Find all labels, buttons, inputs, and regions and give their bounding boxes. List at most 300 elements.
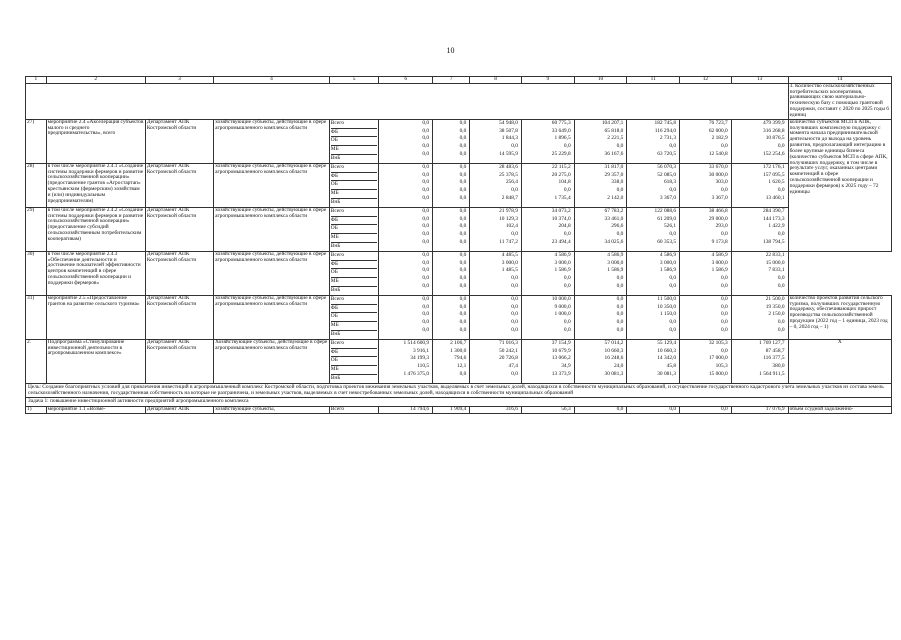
- funding-source-value: ВнБ: [330, 154, 341, 161]
- funding-source-value: ОБ: [331, 225, 378, 234]
- amount-c10-value: 0,0: [616, 311, 624, 318]
- amount-c13-value: 0,0: [777, 319, 785, 326]
- amount-c12-value: 0,0: [720, 282, 728, 289]
- measure-name: в том числе мероприятие 2.4.3 «Обеспечение деятельности и достижение показателей эффективности центров компетенций в сфере сельскохозяйственной кооперации и поддержки фермеров»: [46, 251, 145, 295]
- amount-c6-value: 0,0: [422, 251, 430, 258]
- amount-c7-value: 0,0: [459, 282, 467, 289]
- amount-c13-value: 157 095,5: [763, 171, 785, 178]
- amount-c6-value: 0,0: [422, 135, 430, 142]
- amount-c11: 0,0: [627, 407, 680, 414]
- amount-c12: [680, 207, 732, 251]
- column-number: 10: [574, 77, 627, 84]
- amount-c7-value: 0,0: [459, 150, 467, 157]
- expected-result: количество проектов развития сельского туризма, получивших государственную поддержку, обеспечивающих прирост производства сельскохозяйственной продукции (2022 год – 1 единица, 2023 год – 0, 2024 год – 1): [788, 295, 891, 339]
- amount-c10-value: 0,0: [616, 303, 624, 310]
- amount-c11-value: 30 081,3: [657, 370, 677, 377]
- amount-c9-value: 9 000,0: [554, 303, 571, 310]
- amount-c6: [379, 295, 433, 339]
- amount-c13-value: 0,0: [777, 231, 785, 238]
- amount-c7-value: 0,0: [459, 267, 467, 274]
- amount-c11-value: 10 660,3: [657, 347, 677, 354]
- amount-c10-value: 34 025,6: [604, 238, 624, 245]
- amount-c12-value: 33 670,0: [708, 163, 728, 170]
- amount-c7-value: 0,0: [459, 319, 467, 326]
- amount-c8-value: 0,0: [511, 231, 518, 238]
- amount-c7-value: 0,0: [459, 303, 467, 310]
- amount-c7-value: 0,0: [459, 179, 467, 186]
- funding-source-value: Всего: [331, 208, 378, 217]
- row-number: 28): [26, 163, 47, 207]
- amount-c8-value: 2 848,7: [501, 194, 518, 201]
- column-number: 8: [470, 77, 522, 84]
- amount-c13-value: 138 794,5: [763, 238, 785, 245]
- measure-name: Подпрограмма «Стимулирование инвестиционной деятельности в агропромышленном комплексе»: [46, 339, 145, 383]
- amount-c11-value: 1 150,0: [659, 311, 677, 318]
- amount-c10-value: 24,0: [613, 363, 624, 370]
- column-number: 9: [521, 77, 574, 84]
- amount-c7-value: 0,0: [459, 231, 467, 238]
- amount-c9-value: 20 275,0: [551, 171, 571, 178]
- amount-c6-value: 0,0: [422, 238, 430, 245]
- amount-c7-value: 0,0: [459, 207, 467, 214]
- expected-result: количество субъектов МСП в АПК, получивших комплексную поддержку с момента начала предпринимательской деятельности до выхода на уровень развития, предполагающий интеграцию в более крупные единицы бизнеса (количество субъектов МСП в сфере АПК, получивших поддержку, в том числе в результате услуг, оказанных центрами компетенций в сфере сельскохозяйственной кооперации и поддержки фермеров) к 2025 году – 72 единицы: [788, 119, 891, 251]
- measure-name: в том числе мероприятие 2.4.1 «Создание системы поддержки фермеров и развитие сельскохозяйственной кооперации» (предоставление грантов «Агростартап» крестьянским (фермерским) хозяйствам и (или) индивидуальным предпринимателям): [46, 163, 145, 207]
- funding-source-value: Всего: [331, 120, 378, 129]
- participants: хозяйствующие субъекты, действующие в сфере агропромышленного комплекса области: [214, 119, 330, 163]
- amount-c7-value: 12,1: [456, 363, 467, 370]
- amount-c10-value: 36 167,6: [604, 150, 624, 157]
- measure-name: мероприятие 2.4 «Акселерация субъектов малого и среднего предпринимательства», всего: [46, 119, 145, 163]
- amount-c6-value: 0,0: [422, 326, 430, 333]
- amount-c8-value: 21 978,9: [499, 207, 518, 214]
- amount-c11: [627, 295, 680, 339]
- amount-c10: [574, 119, 627, 163]
- row-number: 2.: [26, 339, 47, 383]
- amount-c8-value: 1 844,3: [501, 135, 518, 142]
- funding-source-value: ВнБ: [330, 374, 341, 381]
- participants: Хозяйствующие субъекты, действующие в сфере агропромышленного комплекса области: [214, 339, 330, 383]
- amount-c7-value: 0,0: [459, 326, 467, 333]
- amount-c6-value: 0,0: [422, 163, 430, 170]
- amount-c9-value: 0,0: [563, 187, 571, 194]
- amount-c11-value: 11 500,0: [657, 295, 677, 302]
- funding-source-value: ФБ: [331, 305, 378, 314]
- amount-c6-value: 0,0: [422, 127, 430, 134]
- funding-source-value: МБ: [331, 190, 378, 199]
- amount-c11-value: 122 088,6: [654, 207, 677, 214]
- amount-c13-value: 380,0: [772, 363, 785, 370]
- amount-c11-value: 0,0: [669, 326, 677, 333]
- funding-source-value: ФБ: [331, 173, 378, 182]
- amount-c6-value: 0,0: [422, 119, 430, 126]
- amount-c7: [433, 119, 470, 163]
- amount-c13-value: 284 390,7: [763, 207, 785, 214]
- amount-c7-value: 0,0: [459, 370, 467, 377]
- amount-c11-value: 526,1: [663, 223, 677, 230]
- amount-c7-value: 1 300,0: [450, 347, 467, 354]
- amount-c7-value: 0,0: [459, 171, 467, 178]
- program-row: [26, 207, 892, 251]
- amount-c10-value: 0,0: [616, 143, 624, 150]
- funding-source-value: ВнБ: [330, 286, 341, 293]
- amount-c6-value: 0,0: [422, 143, 430, 150]
- amount-c8-value: 0,0: [511, 295, 518, 302]
- funding-source-value: ОБ: [331, 181, 378, 190]
- amount-c10-value: 0,0: [616, 326, 624, 333]
- amount-c6: [379, 119, 433, 163]
- amount-c13-value: 316 268,8: [763, 127, 785, 134]
- column-number: 11: [627, 77, 680, 84]
- amount-c12-value: 293,0: [715, 223, 728, 230]
- funding-source-value: МБ: [331, 234, 378, 243]
- amount-c7-value: 0,0: [459, 251, 467, 258]
- funding-source-value: ФБ: [331, 129, 378, 138]
- amount-c13: 17 076,9: [731, 407, 788, 414]
- amount-c9-value: 0,0: [563, 282, 571, 289]
- amount-c7-value: 0,0: [459, 163, 467, 170]
- row-number: 29): [26, 207, 47, 251]
- amount-c9-value: 0,0: [563, 143, 571, 150]
- amount-c6: [379, 339, 433, 383]
- amount-c8-value: 0,0: [511, 370, 518, 377]
- column-number: 2: [46, 77, 145, 84]
- amount-c11-value: 3 000,0: [659, 259, 677, 266]
- amount-c9: [521, 295, 574, 339]
- amount-c10-value: 65 818,0: [604, 127, 624, 134]
- funding-source: [329, 119, 379, 163]
- amount-c6: [379, 251, 433, 295]
- measure-name: в том числе мероприятие 2.4.2 «Создание системы поддержки фермеров и развитие сельскохозяйственной кооперации» (предоставление субсидий сельскохозяйственным потребительским кооперативам): [46, 207, 145, 251]
- amount-c6-value: 34 199,3: [410, 355, 430, 362]
- amount-c6-value: 0,0: [422, 259, 430, 266]
- amount-c8-value: 11 747,2: [499, 238, 518, 245]
- program-row: [26, 339, 892, 383]
- amount-c10: [574, 163, 627, 207]
- amount-c12-value: 0,0: [720, 319, 728, 326]
- funding-source-value: ОБ: [331, 357, 378, 366]
- participants: хозяйствующие субъекты, действующие в сфере агропромышленного комплекса области: [214, 251, 330, 295]
- amount-c9-value: 104,8: [558, 179, 571, 186]
- amount-c9-value: 25 229,8: [551, 150, 571, 157]
- amount-c10: [574, 295, 627, 339]
- amount-c9-value: 1 735,4: [554, 194, 571, 201]
- amount-c11-value: 55 129,4: [657, 339, 677, 346]
- amount-c13-value: 19 350,0: [765, 303, 785, 310]
- expected-result: объем ссудной задолженно-: [788, 407, 891, 414]
- amount-c9-value: 23 494,4: [551, 238, 571, 245]
- funding-source: [329, 339, 379, 383]
- amount-c6-value: 0,0: [422, 311, 430, 318]
- executor: Департамент АПК: [145, 407, 213, 414]
- funding-source-value: Всего: [331, 296, 378, 305]
- amount-c10-value: 57 014,2: [604, 339, 624, 346]
- column-number: 5: [329, 77, 379, 84]
- amount-c9-value: 204,8: [558, 223, 571, 230]
- amount-c9-value: 22 115,2: [552, 163, 571, 170]
- amount-c11-value: 56 070,3: [657, 163, 677, 170]
- amount-c13-value: 1 422,9: [768, 223, 785, 230]
- amount-c13-value: 0,0: [777, 187, 785, 194]
- amount-c13: [731, 295, 788, 339]
- amount-c8-value: 10 129,3: [499, 215, 518, 222]
- amount-c12-value: 12 540,8: [708, 150, 728, 157]
- amount-c13-value: 0,0: [777, 275, 785, 282]
- executor: Департамент АПК Костромской области: [145, 207, 213, 251]
- amount-c9: [521, 339, 574, 383]
- amount-c6-value: 0,0: [422, 207, 430, 214]
- amount-c10-value: 2 221,5: [607, 135, 624, 142]
- funding-source: [329, 251, 379, 295]
- amount-c12-value: 3 367,0: [711, 194, 728, 201]
- amount-c10-value: 30 081,3: [604, 370, 624, 377]
- amount-c9: [521, 251, 574, 295]
- amount-c10-value: 31 817,0: [604, 163, 624, 170]
- amount-c10: 0,0: [574, 407, 627, 414]
- funding-source: [329, 207, 379, 251]
- funding-source-value: Всего: [331, 340, 378, 349]
- amount-c8-value: 0,0: [511, 311, 518, 318]
- amount-c11-value: 52 085,0: [657, 171, 677, 178]
- funding-source-value: ОБ: [331, 269, 378, 278]
- amount-c12-value: 30 000,0: [708, 171, 728, 178]
- amount-c9-value: 3 000,0: [554, 259, 571, 266]
- funding-source-value: МБ: [331, 322, 378, 331]
- amount-c13-value: 0,0: [777, 143, 785, 150]
- amount-c6-value: 0,0: [422, 179, 430, 186]
- amount-c8-value: 71 016,3: [499, 339, 518, 346]
- amount-c6-value: 0,0: [422, 187, 430, 194]
- amount-c13-value: 0,0: [777, 282, 785, 289]
- amount-c7-value: 0,0: [459, 295, 467, 302]
- amount-c9: 56,3: [521, 407, 574, 414]
- amount-c7-value: 0,0: [459, 275, 467, 282]
- amount-c12-value: 105,3: [715, 363, 728, 370]
- amount-c7-value: 0,0: [459, 215, 467, 222]
- funding-source-value: ВнБ: [330, 242, 341, 249]
- amount-c10-value: 2 142,0: [607, 194, 624, 201]
- amount-c12: [680, 339, 732, 383]
- amount-c12-value: 1 586,9: [711, 267, 728, 274]
- amount-c9-value: 10 374,0: [551, 215, 571, 222]
- amount-c12-value: 0,0: [720, 275, 728, 282]
- amount-c11-value: 0,0: [669, 231, 677, 238]
- amount-c8-value: 50 242,1: [499, 347, 518, 354]
- amount-c13-value: 10 876,5: [765, 135, 785, 142]
- amount-c10: [574, 207, 627, 251]
- amount-c12-value: 62 000,0: [708, 127, 728, 134]
- funding-source-value: МБ: [331, 278, 378, 287]
- amount-c7-value: 0,0: [459, 311, 467, 318]
- funding-source-value: ОБ: [331, 137, 378, 146]
- amount-c12-value: 9 173,8: [711, 238, 728, 245]
- amount-c12-value: 4 586,9: [711, 251, 728, 258]
- amount-c10-value: 296,6: [611, 223, 624, 230]
- amount-c11-value: 0,0: [669, 275, 677, 282]
- header-note: 3. Количество сельскохозяйственных потребительских кооперативов, развивающих свою материально-техническую базу с помощью грантовой поддержки, составит с 2020 по 2025 годы 6 единиц: [788, 83, 891, 119]
- amount-c8-value: 0,0: [511, 275, 518, 282]
- amount-c10-value: 1 586,9: [607, 267, 624, 274]
- amount-c9: [521, 163, 574, 207]
- amount-c11-value: 14 342,0: [657, 355, 677, 362]
- amount-c8: [470, 251, 522, 295]
- amount-c8-value: 25 378,5: [499, 171, 518, 178]
- amount-c6-value: 1 514 600,9: [403, 339, 430, 346]
- amount-c8-value: 54 948,0: [499, 119, 518, 126]
- funding-source: [329, 295, 379, 339]
- column-number: 6: [379, 77, 433, 84]
- amount-c11-value: 2 731,3: [659, 135, 677, 142]
- column-number: 3: [145, 77, 213, 84]
- funding-source-value: ОБ: [331, 313, 378, 322]
- funding-source-value: ВнБ: [330, 330, 341, 337]
- amount-c11: [627, 163, 680, 207]
- amount-c6-value: 3 916,1: [412, 347, 430, 354]
- amount-c7-value: 794,6: [454, 355, 467, 362]
- amount-c11-value: 116 294,0: [654, 127, 677, 134]
- funding-source-value: Всего: [331, 252, 378, 261]
- amount-c6-value: 0,0: [422, 275, 430, 282]
- amount-c6: [379, 163, 433, 207]
- column-number: 4: [214, 77, 330, 84]
- amount-c12-value: 76 723,7: [708, 119, 728, 126]
- amount-c6-value: 0,0: [422, 171, 430, 178]
- amount-c9-value: 1 000,0: [554, 311, 571, 318]
- funding-source-value: ФБ: [331, 349, 378, 358]
- executor: Департамент АПК Костромской области: [145, 251, 213, 295]
- amount-c11: [627, 119, 680, 163]
- amount-c13: [731, 251, 788, 295]
- amount-c6-value: 0,0: [422, 295, 430, 302]
- amount-c10-value: 16 248,6: [604, 355, 624, 362]
- amount-c12-value: 0,0: [720, 231, 728, 238]
- amount-c13: [731, 163, 788, 207]
- amount-c10-value: 0,0: [616, 275, 624, 282]
- participants: хозяйствующие субъекты, действующие в сфере агропромышленного комплекса области: [214, 207, 330, 251]
- amount-c7-value: 0,0: [459, 259, 467, 266]
- amount-c9-value: 60 775,3: [551, 119, 571, 126]
- amount-c10-value: 0,0: [616, 282, 624, 289]
- column-number-row: [26, 77, 892, 84]
- column-number: 12: [680, 77, 732, 84]
- amount-c12: 0,0: [680, 407, 732, 414]
- funding-source-value: ФБ: [331, 217, 378, 226]
- amount-c7: [433, 251, 470, 295]
- amount-c13-value: 152 254,6: [763, 150, 785, 157]
- header-note-row: [26, 83, 892, 119]
- amount-c8-value: 20 726,8: [499, 355, 518, 362]
- participants: хозяйствующие субъекты,: [214, 407, 330, 414]
- executor: Департамент АПК Костромской области: [145, 295, 213, 339]
- amount-c12-value: 0,0: [720, 143, 728, 150]
- amount-c8-value: 256,4: [505, 179, 518, 186]
- amount-c8-value: 14 595,9: [499, 150, 518, 157]
- amount-c9-value: 1 896,5: [554, 135, 571, 142]
- amount-c10: [574, 251, 627, 295]
- amount-c12-value: 0,0: [720, 303, 728, 310]
- program-row: [26, 295, 892, 339]
- funding-source-value: МБ: [331, 366, 378, 375]
- amount-c12-value: 0,0: [720, 326, 728, 333]
- amount-c11: [627, 207, 680, 251]
- amount-c12-value: 303,0: [715, 179, 728, 186]
- amount-c10-value: 338,0: [611, 179, 624, 186]
- amount-c12: [680, 295, 732, 339]
- amount-c7-value: 2 106,7: [450, 339, 467, 346]
- amount-c10-value: 10 660,3: [604, 347, 624, 354]
- amount-c11-value: 63 720,5: [657, 150, 677, 157]
- amount-c12-value: 32 105,3: [708, 339, 728, 346]
- amount-c12-value: 3 000,0: [711, 259, 728, 266]
- amount-c8-value: 0,0: [511, 326, 518, 333]
- amount-c12: [680, 251, 732, 295]
- amount-c8-value: 0,0: [511, 303, 518, 310]
- amount-c11-value: 0,0: [669, 187, 677, 194]
- expected-result: X: [788, 339, 891, 383]
- page-number: 10: [446, 46, 455, 55]
- amount-c10-value: 67 783,2: [604, 207, 624, 214]
- amount-c12-value: 0,0: [720, 295, 728, 302]
- amount-c11-value: 10 350,0: [657, 303, 677, 310]
- amount-c13-value: 479 399,9: [763, 119, 785, 126]
- amount-c7-value: 0,0: [459, 127, 467, 134]
- row-number: 27): [26, 119, 47, 163]
- amount-c9-value: 13 373,9: [551, 370, 571, 377]
- amount-c7: [433, 339, 470, 383]
- amount-c6-value: 0,0: [422, 282, 430, 289]
- amount-c6-value: 0,0: [422, 215, 430, 222]
- amount-c11-value: 618,3: [663, 179, 677, 186]
- amount-c12-value: 2 182,9: [711, 135, 728, 142]
- amount-c8: [470, 163, 522, 207]
- funding-source-value: Всего: [331, 164, 378, 173]
- amount-c8: 316,6: [470, 407, 522, 414]
- executor: Департамент АПК Костромской области: [145, 119, 213, 163]
- funding-source-value: ФБ: [331, 261, 378, 270]
- amount-c13-value: 1 769 127,7: [758, 339, 785, 346]
- amount-c11-value: 45,8: [666, 363, 677, 370]
- amount-c8-value: 47,4: [508, 363, 518, 370]
- amount-c11-value: 0,0: [669, 319, 677, 326]
- amount-c8-value: 0,0: [511, 143, 518, 150]
- amount-c7-value: 0,0: [459, 223, 467, 230]
- amount-c6-value: 0,0: [422, 303, 430, 310]
- amount-c6-value: 1 476 375,0: [403, 370, 430, 377]
- program-row: [26, 163, 892, 207]
- amount-c10-value: 29 357,0: [604, 171, 624, 178]
- amount-c8-value: 28 483,6: [499, 163, 518, 170]
- amount-c7-value: 0,0: [459, 194, 467, 201]
- amount-c8-value: 38 507,8: [499, 127, 518, 134]
- participants: хозяйствующие субъекты, действующие в сфере агропромышленного комплекса области: [214, 295, 330, 339]
- row-number: 31): [26, 295, 47, 339]
- amount-c13-value: 144 173,3: [763, 215, 785, 222]
- program-row: [26, 251, 892, 295]
- amount-c7: [433, 295, 470, 339]
- amount-c11-value: 3 367,0: [659, 194, 677, 201]
- amount-c6-value: 0,0: [422, 194, 430, 201]
- amount-c6: [379, 207, 433, 251]
- amount-c11-value: 182 745,8: [654, 119, 677, 126]
- amount-c6: 14 794,6: [379, 407, 433, 414]
- amount-c12-value: 29 000,0: [708, 215, 728, 222]
- amount-c12-value: 0,0: [720, 311, 728, 318]
- amount-c13-value: 87 458,7: [765, 347, 785, 354]
- measure-name: мероприятие 1.1 «Возме-: [46, 407, 145, 414]
- executor: Департамент АПК Костромской области: [145, 339, 213, 383]
- amount-c8: [470, 295, 522, 339]
- amount-c13: [731, 119, 788, 163]
- amount-c12-value: 17 000,0: [708, 355, 728, 362]
